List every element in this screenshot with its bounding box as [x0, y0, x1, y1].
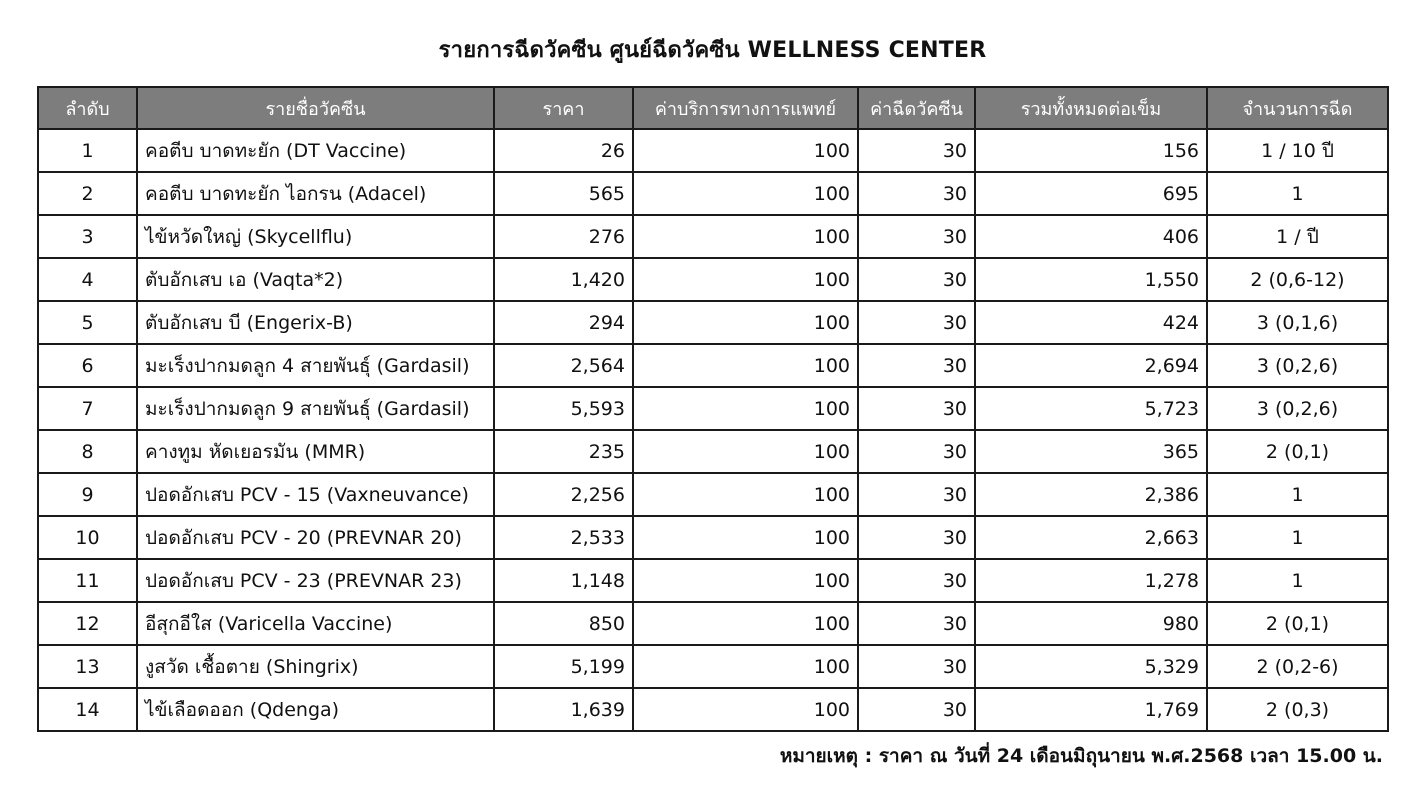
cell-total: 365: [975, 430, 1207, 473]
cell-doses: 1: [1207, 559, 1388, 602]
header-doses: จำนวนการฉีด: [1207, 87, 1388, 129]
cell-total: 5,329: [975, 645, 1207, 688]
cell-doses: 2 (0,2-6): [1207, 645, 1388, 688]
cell-price: 2,533: [494, 516, 633, 559]
cell-vaccine-name: ปอดอักเสบ PCV - 15 (Vaxneuvance): [137, 473, 494, 516]
cell-vaccine-name: งูสวัด เชื้อตาย (Shingrix): [137, 645, 494, 688]
cell-doses: 1: [1207, 473, 1388, 516]
header-medical-fee: ค่าบริการทางการแพทย์: [633, 87, 858, 129]
cell-total: 1,550: [975, 258, 1207, 301]
cell-no: 13: [38, 645, 137, 688]
cell-doses: 1 / 10 ปี: [1207, 129, 1388, 172]
cell-total: 406: [975, 215, 1207, 258]
table-row: [38, 258, 1388, 301]
header-no: ลำดับ: [38, 87, 137, 129]
table-row: [38, 344, 1388, 387]
cell-no: 5: [38, 301, 137, 344]
cell-doses: 1 / ปี: [1207, 215, 1388, 258]
page-title: รายการฉีดวัคซีน ศูนย์ฉีดวัคซีน WELLNESS CENTER: [438, 38, 987, 63]
cell-no: 3: [38, 215, 137, 258]
cell-injection-fee: 30: [858, 215, 975, 258]
cell-price: 5,593: [494, 387, 633, 430]
cell-doses: 3 (0,1,6): [1207, 301, 1388, 344]
cell-total: 156: [975, 129, 1207, 172]
cell-injection-fee: 30: [858, 172, 975, 215]
cell-doses: 2 (0,6-12): [1207, 258, 1388, 301]
header-total: รวมทั้งหมดต่อเข็ม: [975, 87, 1207, 129]
cell-no: 4: [38, 258, 137, 301]
cell-price: 276: [494, 215, 633, 258]
cell-vaccine-name: มะเร็งปากมดลูก 9 สายพันธุ์ (Gardasil): [137, 387, 494, 430]
cell-price: 1,420: [494, 258, 633, 301]
cell-vaccine-name: ไข้เลือดออก (Qdenga): [137, 688, 494, 731]
cell-total: 980: [975, 602, 1207, 645]
cell-injection-fee: 30: [858, 602, 975, 645]
cell-medical-fee: 100: [633, 387, 858, 430]
cell-price: 1,148: [494, 559, 633, 602]
header-price: ราคา: [494, 87, 633, 129]
cell-medical-fee: 100: [633, 172, 858, 215]
cell-total: 2,694: [975, 344, 1207, 387]
cell-vaccine-name: ตับอักเสบ บี (Engerix-B): [137, 301, 494, 344]
cell-total: 5,723: [975, 387, 1207, 430]
vaccine-table: [37, 86, 1389, 732]
cell-no: 11: [38, 559, 137, 602]
cell-total: 1,278: [975, 559, 1207, 602]
header-injection-fee: ค่าฉีดวัคซีน: [858, 87, 975, 129]
cell-medical-fee: 100: [633, 258, 858, 301]
cell-medical-fee: 100: [633, 430, 858, 473]
cell-no: 1: [38, 129, 137, 172]
table-row: [38, 129, 1388, 172]
cell-no: 10: [38, 516, 137, 559]
table-row: [38, 602, 1388, 645]
cell-injection-fee: 30: [858, 258, 975, 301]
cell-medical-fee: 100: [633, 645, 858, 688]
cell-price: 26: [494, 129, 633, 172]
cell-total: 2,663: [975, 516, 1207, 559]
header-vaccine-name: รายชื่อวัคซีน: [137, 87, 494, 129]
table-row: [38, 473, 1388, 516]
cell-doses: 2 (0,3): [1207, 688, 1388, 731]
table-row: [38, 215, 1388, 258]
cell-injection-fee: 30: [858, 473, 975, 516]
cell-vaccine-name: ปอดอักเสบ PCV - 23 (PREVNAR 23): [137, 559, 494, 602]
cell-vaccine-name: มะเร็งปากมดลูก 4 สายพันธุ์ (Gardasil): [137, 344, 494, 387]
cell-doses: 2 (0,1): [1207, 602, 1388, 645]
cell-vaccine-name: อีสุกอีใส (Varicella Vaccine): [137, 602, 494, 645]
cell-medical-fee: 100: [633, 215, 858, 258]
cell-injection-fee: 30: [858, 344, 975, 387]
cell-no: 12: [38, 602, 137, 645]
cell-vaccine-name: คอตีบ บาดทะยัก ไอกรน (Adacel): [137, 172, 494, 215]
cell-total: 1,769: [975, 688, 1207, 731]
cell-injection-fee: 30: [858, 559, 975, 602]
cell-no: 2: [38, 172, 137, 215]
footnote: หมายเหตุ : ราคา ณ วันที่ 24 เดือนมิถุนายน พ.ศ.2568 เวลา 15.00 น.: [779, 745, 1383, 767]
cell-doses: 1: [1207, 516, 1388, 559]
cell-price: 1,639: [494, 688, 633, 731]
cell-vaccine-name: คอตีบ บาดทะยัก (DT Vaccine): [137, 129, 494, 172]
cell-doses: 2 (0,1): [1207, 430, 1388, 473]
cell-vaccine-name: ตับอักเสบ เอ (Vaqta*2): [137, 258, 494, 301]
cell-injection-fee: 30: [858, 301, 975, 344]
cell-medical-fee: 100: [633, 344, 858, 387]
cell-medical-fee: 100: [633, 473, 858, 516]
cell-price: 2,564: [494, 344, 633, 387]
cell-injection-fee: 30: [858, 430, 975, 473]
cell-injection-fee: 30: [858, 129, 975, 172]
cell-total: 695: [975, 172, 1207, 215]
cell-price: 294: [494, 301, 633, 344]
cell-injection-fee: 30: [858, 645, 975, 688]
cell-medical-fee: 100: [633, 516, 858, 559]
cell-price: 565: [494, 172, 633, 215]
cell-injection-fee: 30: [858, 387, 975, 430]
table-row: [38, 172, 1388, 215]
table-row: [38, 516, 1388, 559]
cell-total: 2,386: [975, 473, 1207, 516]
cell-doses: 3 (0,2,6): [1207, 344, 1388, 387]
cell-doses: 3 (0,2,6): [1207, 387, 1388, 430]
cell-medical-fee: 100: [633, 129, 858, 172]
cell-injection-fee: 30: [858, 688, 975, 731]
cell-no: 7: [38, 387, 137, 430]
table-row: [38, 430, 1388, 473]
cell-vaccine-name: ไข้หวัดใหญ่ (Skycellflu): [137, 215, 494, 258]
cell-medical-fee: 100: [633, 301, 858, 344]
cell-no: 14: [38, 688, 137, 731]
cell-total: 424: [975, 301, 1207, 344]
cell-price: 5,199: [494, 645, 633, 688]
cell-medical-fee: 100: [633, 602, 858, 645]
cell-price: 235: [494, 430, 633, 473]
cell-medical-fee: 100: [633, 559, 858, 602]
cell-medical-fee: 100: [633, 688, 858, 731]
cell-no: 9: [38, 473, 137, 516]
cell-vaccine-name: คางทูม หัดเยอรมัน (MMR): [137, 430, 494, 473]
cell-no: 8: [38, 430, 137, 473]
cell-doses: 1: [1207, 172, 1388, 215]
table-header-row: [38, 87, 1388, 129]
cell-injection-fee: 30: [858, 516, 975, 559]
table-row: [38, 387, 1388, 430]
table-body: [38, 129, 1388, 731]
cell-vaccine-name: ปอดอักเสบ PCV - 20 (PREVNAR 20): [137, 516, 494, 559]
table-row: [38, 559, 1388, 602]
cell-price: 850: [494, 602, 633, 645]
table-row: [38, 688, 1388, 731]
table-row: [38, 301, 1388, 344]
table-row: [38, 645, 1388, 688]
cell-price: 2,256: [494, 473, 633, 516]
cell-no: 6: [38, 344, 137, 387]
